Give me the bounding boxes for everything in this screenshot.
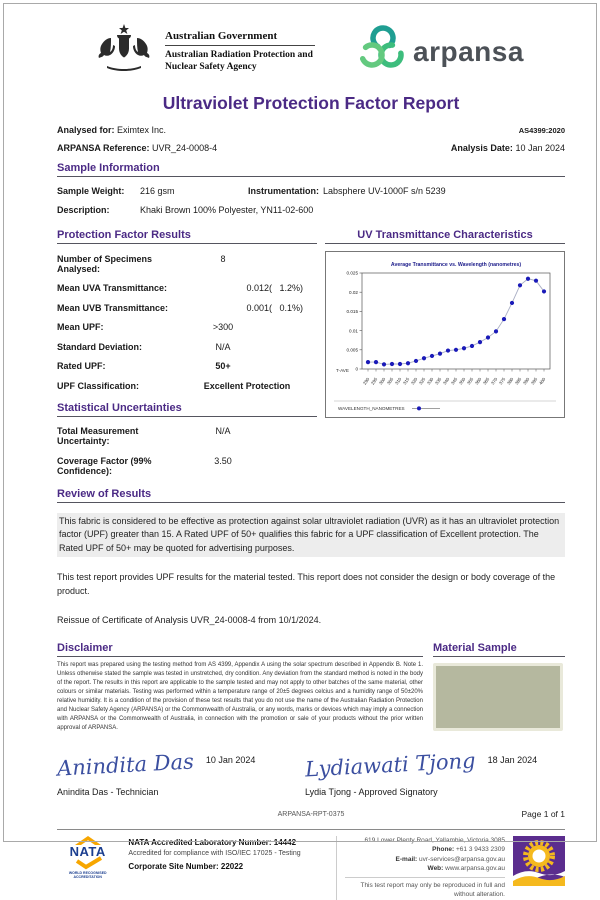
gov-agency: Australian Radiation Protection and Nuclear Safety Agency [165, 50, 313, 72]
reproduction-note: This test report may only be reproduced in full and without alteration. [345, 877, 505, 900]
svg-text:0.01: 0.01 [349, 328, 358, 334]
material-swatch [433, 663, 563, 731]
signature-approver [304, 748, 538, 781]
section-review-of-results: Review of Results [57, 488, 565, 503]
approver-signature: Lydiawati Tjong [304, 748, 477, 781]
svg-text:365: 365 [482, 376, 491, 386]
uv-chart-plot [332, 257, 558, 415]
svg-text:350: 350 [458, 376, 467, 386]
review-paragraph-1: This fabric is considered to be effective as protection against solar ultraviolet radiation (UVR) as it has an ultraviolet protection factor (UPF) greater than 15. A Rated UPF of 50+ qualifies this fabric for a UPF classification of Excellent protection. The Rated UPF of 50+ may be quoted for advertising purposes. [57, 513, 565, 558]
address: 619 Lower Plenty Road, Yallambie, Victoria 3085 [364, 836, 505, 844]
result-row: Mean UPF: >300 [57, 322, 234, 332]
approver-caption: Lydia Tjong - Approved Signatory [305, 786, 438, 797]
svg-text:0: 0 [355, 366, 358, 372]
stat-row: Total Measurement Uncertainty: N/A [57, 426, 231, 446]
web: Web: www.arpansa.gov.au [427, 865, 505, 872]
svg-text:320: 320 [410, 376, 419, 386]
email: E-mail: uvr-services@arpansa.gov.au [395, 855, 505, 863]
page-title: Ultraviolet Protection Factor Report [162, 93, 460, 113]
sample-weight-value: 216 gsm [140, 186, 175, 196]
svg-text:400: 400 [538, 376, 547, 386]
analysis-date: Analysis Date: 10 Jan 2024 [450, 143, 565, 153]
footer [57, 829, 565, 900]
stat-row: Coverage Factor (99% Confidence): 3.50 [57, 455, 232, 476]
nata-compliance: Accredited for compliance with ISO/IEC 17025 - Testing [128, 849, 301, 857]
nata-logo: NATA WORLD RECOGNISED ACCREDITATION [57, 836, 118, 900]
svg-text:375: 375 [498, 376, 507, 386]
svg-text:0.025: 0.025 [346, 270, 358, 276]
result-row: UPF Classification: Excellent Protection [57, 380, 291, 391]
svg-text:0.005: 0.005 [346, 347, 358, 353]
corporate-site-number: Corporate Site Number: 22022 [128, 861, 244, 871]
svg-text:300: 300 [378, 376, 387, 386]
section-sample-information: Sample Information [57, 162, 565, 177]
review-paragraph-2: This test report provides UPF results for the material tested. This report does not consider the design or body coverage of the product. [57, 572, 556, 596]
svg-text:T-AVE: T-AVE [336, 368, 349, 373]
header [57, 22, 565, 81]
svg-text:355: 355 [466, 376, 475, 386]
approver-sign-date: 18 Jan 2024 [487, 754, 538, 765]
analysed-for: Analysed for: Eximtex Inc. [57, 125, 167, 135]
svg-text:330: 330 [426, 376, 435, 386]
disclaimer-text: This report was prepared using the testing method from AS 4399, Appendix A using the solar spectrum described in Appendix B. Note 1. Unless otherwise stated the sample was tested in unstretched, dry condition. Any deviation from the standard method is noted in the body of the report. The results in this report are applicable to the sample tested and may not apply to other batches of the same material, other colours or similar materials. Testing was performed within a temperature range of 20±5 degrees celcius and a humidity range of 50±20% relative humidity. It is a condition of the provision of these test results that you do not use the name of the Australian Radiation Protection and Nuclear Safety Agency (ARPANSA) or the Commonwealth of Australia, or any words, marks or devices which may imply a connection with ARPANSA or the Commonwealth of Australia, in connection with the promotion or sale of your products without the prior written approval of ARPANSA. [57, 661, 423, 731]
report-code: ARPANSA-RPT-0375 [277, 810, 345, 818]
arpansa-sun-icon [513, 836, 565, 900]
section-disclaimer: Disclaimer [57, 642, 423, 657]
result-row: Number of Specimens Analysed: 8 [57, 253, 226, 274]
svg-text:WAVELENGTH_NANOMETRES: WAVELENGTH_NANOMETRES [338, 406, 405, 411]
standard-ref: AS4399:2020 [518, 126, 565, 135]
svg-text:Average Transmittance vs. Wave: Average Transmittance vs. Wavelength (nanometres) [390, 262, 522, 268]
instrumentation-label: Instrumentation: [248, 186, 319, 196]
result-row: Standard Deviation: N/A [57, 341, 231, 352]
section-material-sample: Material Sample [433, 642, 565, 657]
signature-technician [56, 748, 305, 781]
svg-text:345: 345 [450, 376, 459, 386]
nata-tick-icon [71, 857, 105, 869]
arpansa-reference: ARPANSA Reference: UVR_24-0008-4 [57, 143, 218, 153]
svg-text:360: 360 [474, 376, 483, 386]
description-value: Khaki Brown 100% Polyester, YN11-02-600 [140, 205, 314, 215]
gov-title: Australian Government [165, 30, 315, 46]
arpansa-logo [355, 24, 524, 79]
contact-block [336, 836, 505, 900]
svg-text:390: 390 [522, 376, 531, 386]
result-row: Mean UVB Transmittance: 0.001 ( 0.1%) [57, 302, 304, 313]
svg-text:335: 335 [434, 376, 443, 386]
svg-text:315: 315 [402, 376, 411, 386]
nata-lab-number: NATA Accredited Laboratory Number: 14442 [128, 837, 297, 847]
svg-text:340: 340 [442, 376, 451, 386]
technician-caption: Anindita Das - Technician [57, 786, 159, 797]
svg-text:305: 305 [386, 376, 395, 386]
svg-text:310: 310 [394, 376, 403, 386]
svg-text:290: 290 [362, 376, 371, 386]
svg-text:0.02: 0.02 [349, 289, 358, 295]
australian-coat-of-arms-icon [93, 22, 155, 81]
technician-signature: Anindita Das [56, 748, 195, 781]
section-statistical-uncertainties: Statistical Uncertainties [57, 402, 317, 417]
result-row: Mean UVA Transmittance: 0.012 ( 1.2%) [57, 283, 304, 293]
description-label: Description: [57, 205, 110, 215]
section-protection-results: Protection Factor Results [57, 229, 317, 244]
arpansa-wordmark: arpansa [413, 35, 524, 67]
technician-sign-date: 10 Jan 2024 [205, 754, 256, 765]
uv-transmittance-chart [325, 251, 565, 418]
svg-text:370: 370 [490, 376, 499, 386]
review-paragraph-3: Reissue of Certificate of Analysis UVR_24-0008-4 from 10/1/2024. [57, 615, 322, 625]
page-number: Page 1 of 1 [521, 808, 565, 819]
instrumentation-value: Labsphere UV-1000F s/n 5239 [323, 186, 446, 196]
result-row: Rated UPF: 50+ [57, 361, 231, 371]
svg-text:385: 385 [514, 376, 523, 386]
svg-text:380: 380 [506, 376, 515, 386]
arpansa-rings-icon [355, 24, 407, 79]
svg-text:0.015: 0.015 [346, 309, 358, 315]
phone: Phone: +61 3 9433 2309 [432, 846, 505, 853]
section-uv-transmittance: UV Transmittance Characteristics [325, 229, 565, 244]
svg-text:395: 395 [530, 376, 539, 386]
svg-text:325: 325 [418, 376, 427, 386]
svg-text:295: 295 [370, 376, 379, 386]
sample-weight-label: Sample Weight: [57, 186, 125, 196]
